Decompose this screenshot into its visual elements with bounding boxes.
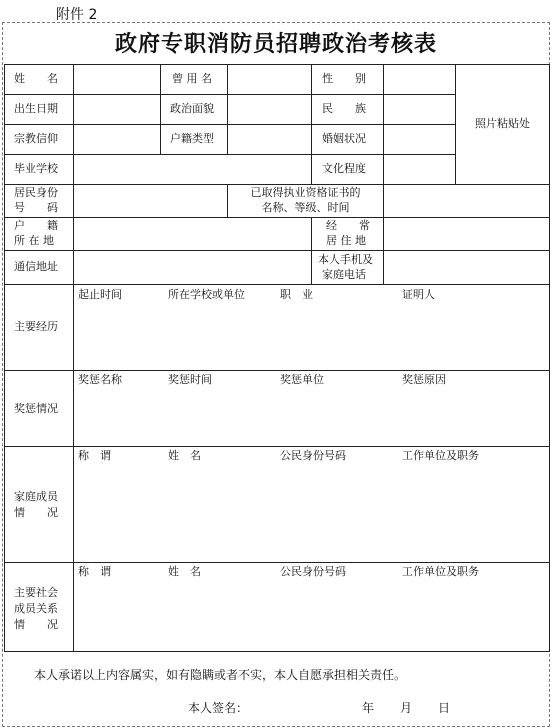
signature-label: 本人签名：	[188, 701, 249, 715]
col-social-work: 工作单位及职务	[402, 565, 479, 578]
col-award-reason: 奖惩原因	[402, 373, 446, 386]
col-award-unit: 奖惩单位	[280, 373, 324, 386]
label-phone-line1: 本人手机及	[318, 253, 373, 266]
label-social-line1: 主要社会	[14, 586, 58, 599]
label-used-name: 曾 用 名	[172, 72, 212, 85]
label-residence-line1: 经 常	[326, 219, 370, 232]
col-family-name: 姓 名	[168, 449, 201, 462]
label-hukou-line2: 所 在 地	[14, 234, 54, 247]
label-school: 毕业学校	[14, 162, 58, 175]
label-marital-status: 婚姻状况	[322, 132, 366, 145]
col-resume-witness: 证明人	[402, 288, 435, 301]
date-year-label: 年	[362, 701, 375, 715]
label-gender: 性 别	[322, 72, 366, 85]
label-cert-line2: 名称、等级、时间	[261, 201, 350, 214]
photo-placeholder: 照片粘贴处	[475, 117, 530, 130]
col-social-id: 公民身份号码	[280, 565, 346, 578]
col-resume-occupation: 职 业	[280, 288, 313, 301]
label-residence-line2: 居 住 地	[326, 234, 366, 247]
label-id-line1: 居民身份	[14, 186, 58, 199]
col-family-relation: 称 谓	[78, 449, 111, 462]
label-ethnicity: 民 族	[322, 102, 366, 115]
date-month-label: 月	[400, 701, 413, 715]
label-address: 通信地址	[14, 260, 58, 273]
col-resume-unit: 所在学校或单位	[168, 288, 245, 301]
label-id-line2: 号 码	[14, 201, 58, 214]
label-name: 姓 名	[14, 72, 58, 85]
label-cert-line1: 已取得执业资格证书的	[250, 186, 361, 199]
col-award-name: 奖惩名称	[78, 373, 122, 386]
col-award-time: 奖惩时间	[168, 373, 212, 386]
label-education: 文化程度	[322, 162, 366, 175]
label-hukou-type: 户籍类型	[170, 132, 214, 145]
label-resume: 主要经历	[14, 320, 58, 333]
label-social-line3: 情 况	[14, 618, 58, 631]
pledge-statement: 本人承诺以上内容属实，如有隐瞒或者不实，本人自愿承担相关责任。	[34, 668, 407, 682]
label-political-status: 政治面貌	[170, 102, 214, 115]
label-family-line1: 家庭成员	[14, 490, 58, 503]
label-phone-line2: 家庭电话	[322, 268, 366, 281]
label-birth-date: 出生日期	[14, 102, 58, 115]
col-family-id: 公民身份号码	[280, 449, 346, 462]
col-resume-period: 起止时间	[78, 288, 122, 301]
date-day-label: 日	[438, 701, 451, 715]
col-family-work: 工作单位及职务	[402, 449, 479, 462]
attachment-label: 附件 2	[56, 7, 98, 23]
label-awards: 奖惩情况	[14, 402, 58, 415]
form-title: 政府专职消防员招聘政治考核表	[114, 31, 437, 57]
label-family-line2: 情 况	[14, 506, 58, 519]
col-social-name: 姓 名	[168, 565, 201, 578]
label-social-line2: 成员关系	[14, 602, 58, 615]
col-social-relation: 称 谓	[78, 565, 111, 578]
label-religion: 宗教信仰	[14, 132, 58, 145]
label-hukou-line1: 户 籍	[14, 219, 58, 232]
